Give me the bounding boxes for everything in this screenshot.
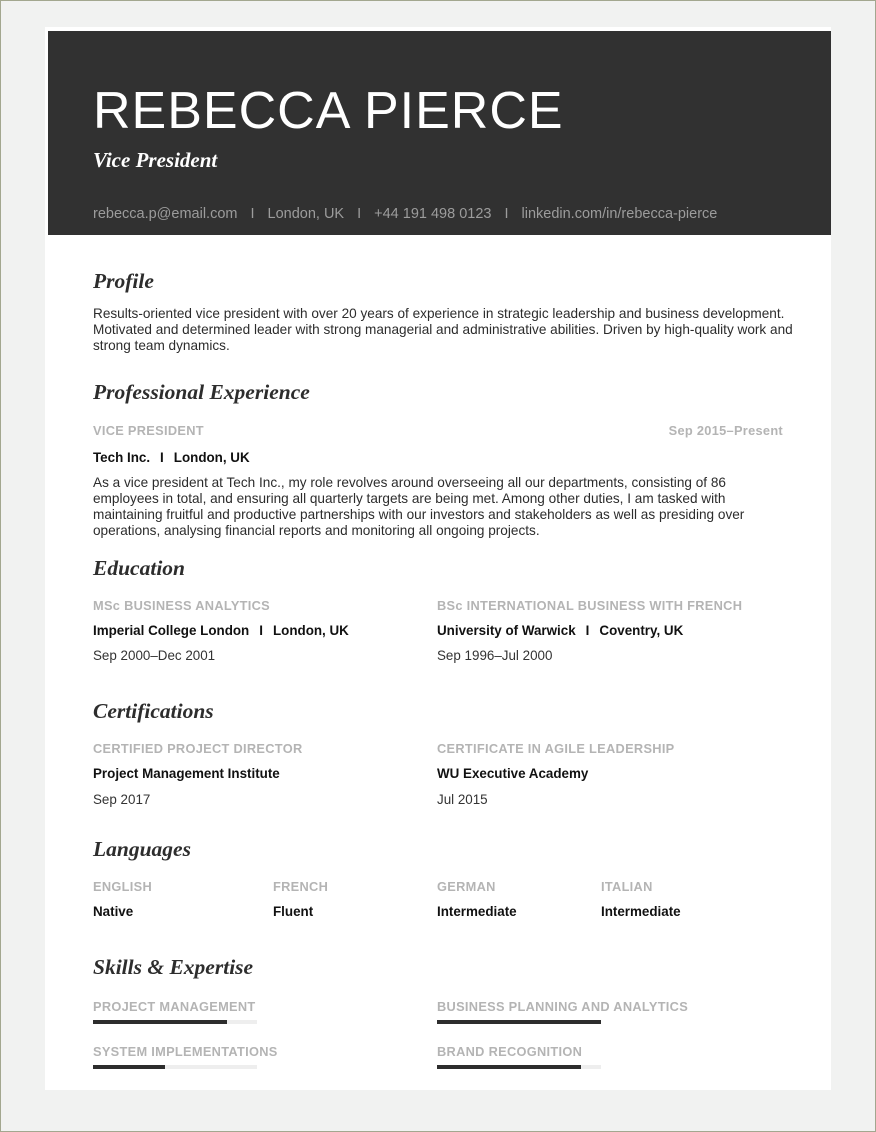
education-separator: I — [259, 623, 263, 638]
education-degree: MSc BUSINESS ANALYTICS — [93, 598, 271, 613]
certification-issuer: WU Executive Academy — [437, 766, 589, 781]
certification-date: Jul 2015 — [437, 792, 488, 807]
skill-bar-fill — [437, 1020, 601, 1024]
education-school: University of Warwick — [437, 623, 576, 638]
contact-phone[interactable]: +44 191 498 0123 — [374, 206, 492, 222]
education-school-line — [437, 623, 683, 638]
language-level: Fluent — [273, 904, 314, 919]
education-heading: Education — [93, 556, 185, 580]
candidate-name: REBECCA PIERCE — [93, 82, 564, 140]
contact-line — [93, 206, 717, 222]
certifications-heading: Certifications — [93, 699, 214, 723]
skill-bar-fill — [93, 1065, 165, 1069]
education-separator: I — [585, 623, 590, 638]
education-degree: BSc INTERNATIONAL BUSINESS WITH FRENCH — [437, 598, 743, 613]
candidate-title: Vice President — [93, 148, 218, 172]
resume-header — [48, 31, 831, 235]
skill-bar — [93, 1020, 257, 1024]
skill-name: BRAND RECOGNITION — [437, 1044, 583, 1059]
language-name: ITALIAN — [601, 879, 653, 894]
skill-bar — [437, 1020, 601, 1024]
contact-separator: I — [357, 206, 362, 222]
language-level: Intermediate — [601, 904, 681, 919]
job-company: Tech Inc. — [93, 450, 151, 465]
experience-heading: Professional Experience — [93, 380, 310, 404]
profile-text: Results-oriented vice president with over 20 years of experience in strategic leadership and business development. Motivated and determined leader with strong managerial and administrative abilities. Driven by high-quality work and strong team dynamics. — [93, 306, 793, 353]
language-name: GERMAN — [437, 879, 496, 894]
skill-bar-fill — [437, 1065, 581, 1069]
education-school-line — [93, 623, 349, 638]
contact-linkedin[interactable]: linkedin.com/in/rebecca-pierce — [521, 206, 718, 222]
language-level: Intermediate — [437, 904, 517, 919]
education-location: London, UK — [272, 623, 349, 638]
contact-email[interactable]: rebecca.p@email.com — [93, 206, 238, 222]
skills-heading: Skills & Expertise — [93, 955, 254, 979]
skill-bar — [437, 1065, 601, 1069]
job-company-line — [93, 450, 250, 465]
language-name: ENGLISH — [93, 879, 152, 894]
profile-heading: Profile — [93, 269, 154, 293]
job-location: London, UK — [173, 450, 250, 465]
skill-name: PROJECT MANAGEMENT — [93, 999, 256, 1014]
language-level: Native — [93, 904, 134, 919]
education-school: Imperial College London — [93, 623, 250, 638]
certification-issuer: Project Management Institute — [93, 766, 280, 781]
certification-name: CERTIFIED PROJECT DIRECTOR — [93, 741, 303, 756]
language-name: FRENCH — [273, 879, 329, 894]
languages-heading: Languages — [93, 837, 191, 861]
education-dates: Sep 2000–Dec 2001 — [93, 648, 216, 663]
job-dates: Sep 2015–Present — [668, 423, 783, 438]
job-role: VICE PRESIDENT — [93, 423, 204, 438]
skill-bar-fill — [93, 1020, 227, 1024]
skill-name: SYSTEM IMPLEMENTATIONS — [93, 1044, 278, 1059]
certification-date: Sep 2017 — [93, 792, 151, 807]
contact-location: London, UK — [267, 206, 345, 222]
job-separator: I — [160, 450, 164, 465]
resume-page — [45, 27, 831, 1090]
job-description: As a vice president at Tech Inc., my role revolves around overseeing all our departments, consisting of 86 employees in total, and ensuring all quarterly targets are being met. Among other duties, I am tasked with maintaining fruitful and productive partnerships with our investors and stakeholders as well as presiding over operations, analysing financial reports and monitoring all ongoing projects. — [93, 475, 745, 538]
skill-name: BUSINESS PLANNING AND ANALYTICS — [437, 999, 689, 1014]
education-location: Coventry, UK — [599, 623, 684, 638]
contact-separator: I — [250, 206, 255, 222]
education-dates: Sep 1996–Jul 2000 — [437, 648, 553, 663]
certification-name: CERTIFICATE IN AGILE LEADERSHIP — [437, 741, 675, 756]
skill-bar — [93, 1065, 257, 1069]
contact-separator: I — [504, 206, 509, 222]
